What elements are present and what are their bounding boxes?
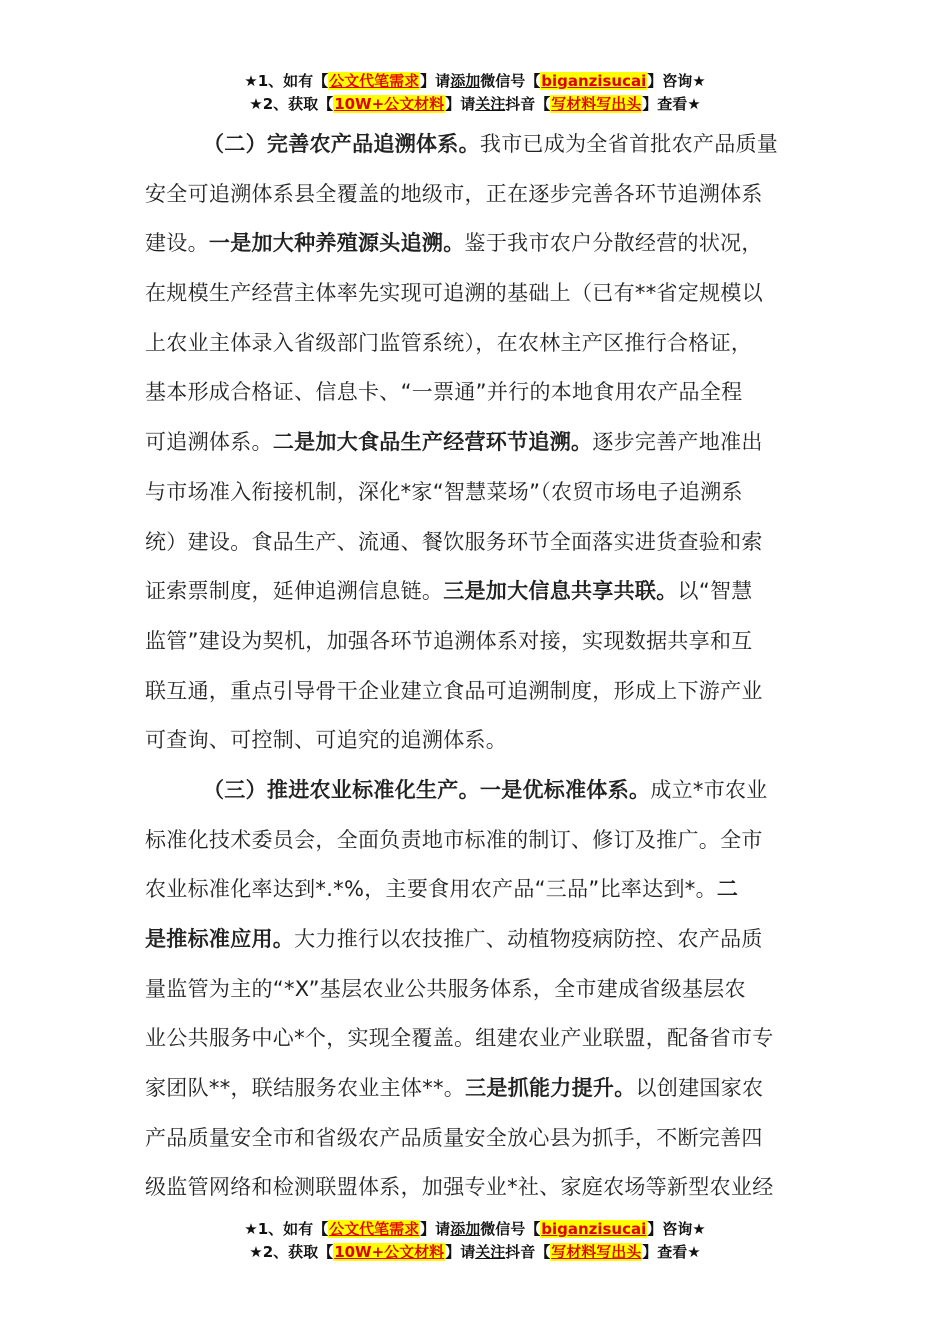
footer-banner bbox=[0, 1218, 950, 1264]
text-line bbox=[145, 1114, 805, 1164]
underlined-text: 添加 bbox=[450, 72, 481, 90]
banner-text: 】查看★ bbox=[642, 1243, 701, 1261]
text-line bbox=[145, 1014, 805, 1064]
text-run: 以“智慧 bbox=[677, 579, 753, 604]
text-run: 统）建设。食品生产、流通、餐饮服务环节全面落实进货查验和索 bbox=[145, 529, 763, 554]
section-heading: （三）推进农业标准化生产。一是优标准体系。 bbox=[203, 777, 651, 802]
text-run: 家团队**，联结服务农业主体**。 bbox=[145, 1076, 466, 1101]
banner-text: 1、如有【 bbox=[257, 1220, 329, 1238]
bold-run: 二是加大食品生产经营环节追溯。 bbox=[272, 430, 593, 455]
highlight-text: 10W+公文材料 bbox=[334, 1243, 445, 1261]
text-run: 鉴于我市农户分散经营的状况， bbox=[464, 231, 763, 256]
banner-text: 】请 bbox=[420, 72, 451, 90]
banner-text: 1、如有【 bbox=[257, 72, 329, 90]
bold-run: 二 bbox=[716, 877, 739, 902]
text-run: 监管”建设为契机，加强各环节追溯体系对接，实现数据共享和互 bbox=[145, 628, 753, 653]
banner-text: 】咨询★ bbox=[647, 72, 706, 90]
section-heading: （二）完善农产品追溯体系。 bbox=[203, 132, 480, 156]
text-line bbox=[145, 170, 805, 220]
star-icon: ★ bbox=[249, 95, 263, 113]
banner-text: 抖音【 bbox=[505, 95, 551, 113]
text-line bbox=[145, 120, 805, 170]
banner-text: 】查看★ bbox=[642, 95, 701, 113]
header-banner bbox=[0, 70, 950, 116]
star-icon: ★ bbox=[244, 72, 258, 90]
text-run: 产品质量安全市和省级农产品质量安全放心县为抓手，不断完善四 bbox=[145, 1125, 763, 1150]
star-icon: ★ bbox=[249, 1243, 263, 1261]
banner-text: 】请 bbox=[445, 1243, 476, 1261]
text-line bbox=[145, 667, 805, 717]
banner-text: 微信号【 bbox=[480, 1220, 541, 1238]
douyin-id: 写材料写出头 bbox=[551, 95, 642, 113]
text-run: 安全可追溯体系县全覆盖的地级市，正在逐步完善各环节追溯体系 bbox=[145, 181, 763, 206]
banner-line-2 bbox=[0, 93, 950, 116]
underlined-text: 关注 bbox=[475, 1243, 506, 1261]
text-line bbox=[145, 269, 805, 319]
banner-text: 抖音【 bbox=[505, 1243, 551, 1261]
text-run: 联互通，重点引导骨干企业建立食品可追溯制度，形成上下游产业 bbox=[145, 678, 763, 703]
text-line bbox=[145, 915, 805, 965]
douyin-id: 写材料写出头 bbox=[551, 1243, 642, 1261]
text-run: 农业标准化率达到*.*%，主要食用农产品“三品”比率达到*。 bbox=[145, 877, 717, 902]
text-run: 基本形成合格证、信息卡、“一票通”并行的本地食用农产品全程 bbox=[145, 380, 743, 405]
text-line bbox=[145, 368, 805, 418]
text-run: 量监管为主的“*X”基层农业公共服务体系，全市建成省级基层农 bbox=[145, 976, 746, 1001]
text-run: 业公共服务中心*个，实现全覆盖。组建农业产业联盟，配备省市专 bbox=[145, 1026, 774, 1051]
text-run: 成立*市农业 bbox=[650, 777, 768, 802]
banner-text: 2、获取【 bbox=[262, 1243, 334, 1261]
text-run: 可追溯体系。 bbox=[145, 430, 273, 455]
banner-line-1 bbox=[0, 70, 950, 93]
text-run: 与市场准入衔接机制，深化*家“智慧菜场”（农贸市场电子追溯系 bbox=[145, 479, 743, 504]
banner-text: 】请 bbox=[420, 1220, 451, 1238]
text-line bbox=[145, 1163, 805, 1213]
text-line bbox=[145, 716, 805, 766]
wechat-id: biganzisucai bbox=[541, 1220, 647, 1238]
text-line bbox=[145, 567, 805, 617]
bold-run: 一是加大种养殖源头追溯。 bbox=[208, 231, 465, 256]
underlined-text: 关注 bbox=[475, 95, 506, 113]
text-run: 逐步完善产地准出 bbox=[592, 430, 763, 455]
text-line bbox=[145, 1064, 805, 1114]
text-line bbox=[145, 816, 805, 866]
bold-run: 三是抓能力提升。 bbox=[465, 1076, 636, 1101]
text-line bbox=[145, 468, 805, 518]
underlined-text: 添加 bbox=[450, 1220, 481, 1238]
star-icon: ★ bbox=[244, 1220, 258, 1238]
text-line bbox=[145, 418, 805, 468]
banner-text: 】咨询★ bbox=[647, 1220, 706, 1238]
text-run: 级监管网络和检测联盟体系，加强专业*社、家庭农场等新型农业经 bbox=[145, 1175, 774, 1200]
banner-line-2 bbox=[0, 1241, 950, 1264]
wechat-id: biganzisucai bbox=[541, 72, 647, 90]
text-run: 以创建国家农 bbox=[635, 1076, 764, 1101]
banner-line-1 bbox=[0, 1218, 950, 1241]
highlight-text: 公文代笔需求 bbox=[329, 1220, 420, 1238]
bold-run: 是推标准应用。 bbox=[145, 927, 295, 951]
text-line bbox=[145, 617, 805, 667]
text-line bbox=[145, 518, 805, 568]
bold-run: 三是加大信息共享共联。 bbox=[443, 579, 678, 604]
text-run: 我市已成为全省首批农产品质量 bbox=[479, 132, 779, 156]
text-run: 大力推行以农技推广、动植物疫病防控、农产品质 bbox=[294, 927, 763, 951]
text-run: 标准化技术委员会，全面负责地市标准的制订、修订及推广。全市 bbox=[145, 827, 763, 852]
text-line bbox=[145, 965, 805, 1015]
document-body bbox=[145, 120, 805, 1213]
banner-text: 】请 bbox=[445, 95, 476, 113]
text-line bbox=[145, 219, 805, 269]
banner-text: 2、获取【 bbox=[262, 95, 334, 113]
text-run: 建设。 bbox=[145, 231, 209, 256]
highlight-text: 公文代笔需求 bbox=[329, 72, 420, 90]
text-run: 证索票制度，延伸追溯信息链。 bbox=[145, 579, 444, 604]
text-run: 可查询、可控制、可追究的追溯体系。 bbox=[145, 728, 508, 753]
text-run: 上农业主体录入省级部门监管系统），在农林主产区推行合格证， bbox=[145, 330, 753, 355]
text-line bbox=[145, 766, 805, 816]
text-line bbox=[145, 865, 805, 915]
text-line bbox=[145, 319, 805, 369]
highlight-text: 10W+公文材料 bbox=[334, 95, 445, 113]
banner-text: 微信号【 bbox=[480, 72, 541, 90]
text-run: 在规模生产经营主体率先实现可追溯的基础上（已有**省定规模以 bbox=[145, 281, 763, 306]
